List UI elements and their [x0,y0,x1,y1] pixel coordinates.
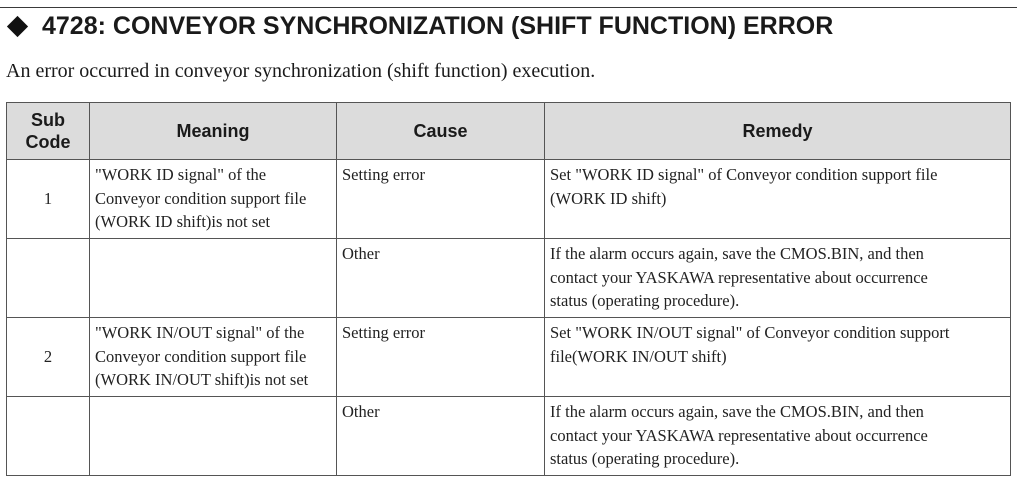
top-rule [0,7,1017,8]
table-row [7,160,1011,239]
table-header-row [7,103,1011,160]
table-row [7,239,1011,318]
header-meaning: Meaning [90,103,337,160]
cause-cell: Other [337,239,545,318]
sub-code-cell [7,239,90,318]
table-row [7,318,1011,397]
intro-text: An error occurred in conveyor synchronization (shift function) execution. [6,60,596,82]
section-title: 4728: CONVEYOR SYNCHRONIZATION (SHIFT FUNCTION) ERROR [42,12,834,40]
remedy-cell: If the alarm occurs again, save the CMOS.BIN, and then contact your YASKAWA representative about occurrence status (operating procedure). [545,397,1011,476]
header-cause: Cause [337,103,545,160]
cause-cell: Setting error [337,318,545,397]
meaning-cell: "WORK IN/OUT signal" of the Conveyor condition support file (WORK IN/OUT shift)is not set [90,318,337,397]
meaning-cell [90,397,337,476]
header-remedy: Remedy [545,103,1011,160]
sub-code-cell: 2 [7,318,90,397]
remedy-cell: Set "WORK ID signal" of Conveyor condition support file (WORK ID shift) [545,160,1011,239]
error-table [6,102,1011,476]
section-heading [6,12,833,41]
cause-cell: Setting error [337,160,545,239]
meaning-cell: "WORK ID signal" of the Conveyor condition support file (WORK ID shift)is not set [90,160,337,239]
cause-cell: Other [337,397,545,476]
remedy-cell: If the alarm occurs again, save the CMOS.BIN, and then contact your YASKAWA representative about occurrence status (operating procedure). [545,239,1011,318]
sub-code-cell: 1 [7,160,90,239]
header-sub-code: Sub Code [7,103,90,160]
meaning-cell [90,239,337,318]
table-row [7,397,1011,476]
sub-code-cell [7,397,90,476]
remedy-cell: Set "WORK IN/OUT signal" of Conveyor condition support file(WORK IN/OUT shift) [545,318,1011,397]
diamond-bullet-icon [7,16,28,37]
